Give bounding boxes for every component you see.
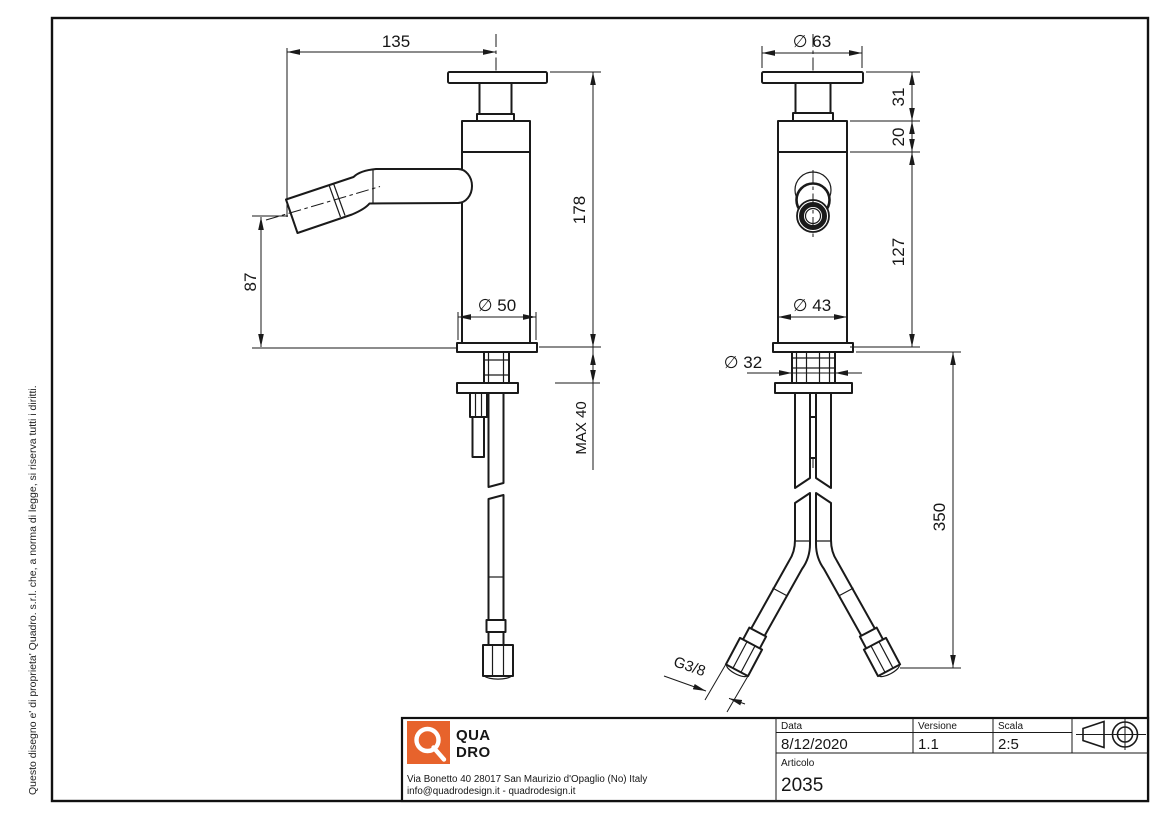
front-base-flange xyxy=(773,343,853,352)
article-value: 2035 xyxy=(781,775,824,796)
side-handle-collar xyxy=(477,114,514,121)
scale-value: 2:5 xyxy=(998,736,1019,753)
side-hose-nut xyxy=(483,645,513,676)
article-label: Articolo xyxy=(781,758,815,769)
logo-text-line2: DRO xyxy=(456,744,491,761)
dim-label-dia32: ∅ 32 xyxy=(723,353,763,372)
date-label: Data xyxy=(781,721,803,732)
side-base-flange xyxy=(457,343,537,352)
front-hose-right-upper xyxy=(816,393,831,488)
dim-label-350: 350 xyxy=(930,502,949,532)
scale-label: Scala xyxy=(998,721,1024,732)
dim-label-dia63: ∅ 63 xyxy=(792,32,832,51)
side-handle-disc xyxy=(448,72,547,83)
dim-label-dia43: ∅ 43 xyxy=(792,296,832,315)
side-mounting-washer xyxy=(457,383,518,393)
front-handle-disc xyxy=(762,72,863,83)
side-hose-upper xyxy=(489,393,504,487)
dim-label-g38: G3/8 xyxy=(671,653,708,681)
dim-label-127: 127 xyxy=(889,237,908,267)
front-mounting-washer xyxy=(775,383,852,393)
dim-label-20: 20 xyxy=(889,127,908,147)
date-value: 8/12/2020 xyxy=(781,736,848,753)
version-value: 1.1 xyxy=(918,736,939,753)
side-handle-stem xyxy=(480,83,512,118)
side-shank xyxy=(484,352,509,383)
dim-label-31: 31 xyxy=(889,87,908,107)
front-handle-stem xyxy=(796,83,831,115)
side-mounting-stud xyxy=(470,393,487,417)
version-label: Versione xyxy=(918,721,957,732)
company-address: Via Bonetto 40 28017 San Maurizio d'Opaglio (No) Italy xyxy=(407,774,648,785)
margin-copyright-note: Questo disegno e' di proprieta' Quadro. s.r.l. che, a norma di legge, si riserva tutti i diritti. xyxy=(27,385,39,795)
front-handle-collar xyxy=(793,113,833,121)
side-hose-coupling xyxy=(487,620,506,632)
dim-label-dia50: ∅ 50 xyxy=(477,296,517,315)
quadro-logo xyxy=(407,721,491,764)
front-hose-left-upper xyxy=(795,393,810,488)
dim-label-135: 135 xyxy=(381,32,411,51)
logo-text-line1: QUA xyxy=(456,727,491,744)
company-contacts: info@quadrodesign.it - quadrodesign.it xyxy=(407,786,576,797)
dim-label-87: 87 xyxy=(241,272,260,292)
drawing-frame xyxy=(52,18,1148,801)
dim-label-178: 178 xyxy=(570,195,589,225)
dim-label-max40: MAX 40 xyxy=(573,401,590,455)
title-block xyxy=(402,718,1148,801)
